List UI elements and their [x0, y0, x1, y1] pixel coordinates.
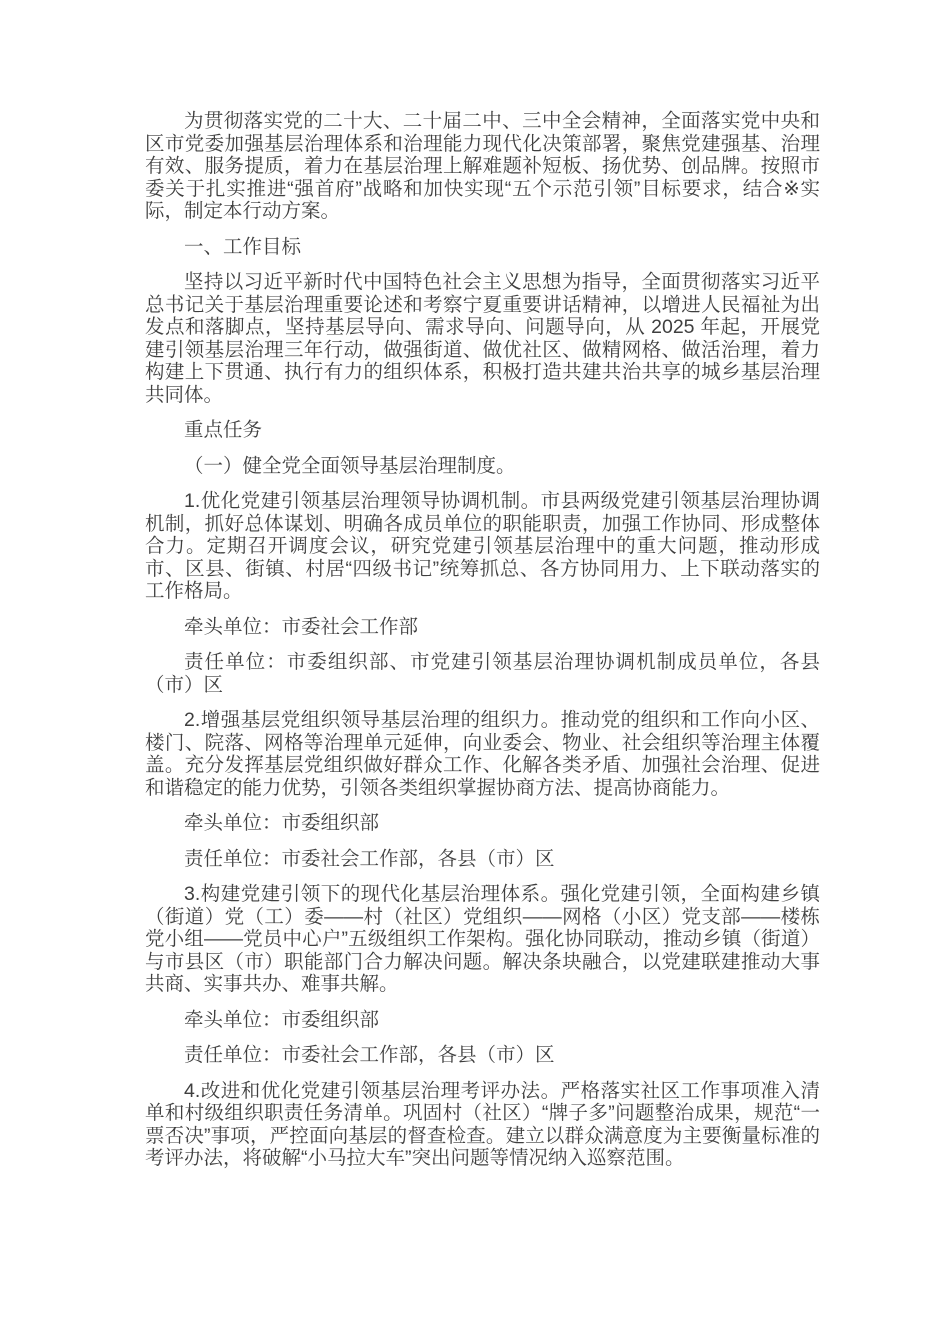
task-4-paragraph: 4.改进和优化党建引领基层治理考评办法。严格落实社区工作事项准入清单和村级组织职责任务清单。巩固村（社区）“牌子多”问题整治成果，规范“一票否决”事项，严控面向基层的督查检查。建立以群众满意度为主要衡量标准的考评办法，将破解“小马拉大车”突出问题等情况纳入巡察范围。 [145, 1079, 820, 1169]
task-1-responsible-unit: 责任单位：市委组织部、市党建引领基层治理协调机制成员单位，各县（市）区 [145, 651, 820, 696]
task-3-paragraph: 3.构建党建引领下的现代化基层治理体系。强化党建引领，全面构建乡镇（街道）党（工）委——村（社区）党组织——网格（小区）党支部——楼栋党小组——党员中心户”五级组织工作架构。强化协同联动，推动乡镇（街道）与市县区（市）职能部门合力解决问题。解决条块融合，以党建联建推动大事共商、实事共办、难事共解。 [145, 883, 820, 995]
task-1-lead-unit: 牵头单位：市委社会工作部 [184, 615, 419, 638]
heading-work-goals: 一、工作目标 [184, 235, 302, 258]
task-2-lead-unit: 牵头单位：市委组织部 [184, 812, 380, 834]
task-3-lead-unit: 牵头单位：市委组织部 [184, 1008, 380, 1031]
task-3-responsible-unit: 责任单位：市委社会工作部，各县（市）区 [184, 1044, 555, 1066]
subheading-section-1: （一）健全党全面领导基层治理制度。 [184, 454, 516, 477]
intro-paragraph: 为贯彻落实党的二十大、二十届二中、三中全会精神，全面落实党中央和区市党委加强基层治理体系和治理能力现代化决策部署，聚焦党建强基、治理有效、服务提质，着力在基层治理上解难题补短板、扬优势、创品牌。按照市委关于扎实推进“强首府”战略和加快实现“五个示范引领”目标要求，结合※实际，制定本行动方案。 [145, 110, 820, 222]
task-1-paragraph: 1.优化党建引领基层治理领导协调机制。市县两级党建引领基层治理协调机制，抓好总体谋划、明确各成员单位的职能职责，加强工作协同、形成整体合力。定期召开调度会议，研究党建引领基层治理中的重大问题，推动形成市、区县、街镇、村居“四级书记”统筹抓总、各方协同用力、上下联动落实的工作格局。 [145, 490, 820, 602]
task-2-responsible-unit: 责任单位：市委社会工作部，各县（市）区 [184, 847, 555, 870]
document-page [145, 110, 820, 1170]
work-goals-paragraph: 坚持以习近平新时代中国特色社会主义思想为指导，全面贯彻落实习近平总书记关于基层治理重要论述和考察宁夏重要讲话精神，以增进人民福祉为出发点和落脚点，坚持基层导向、需求导向、问题导向，从 2025 年起，开展党建引领基层治理三年行动，做强街道、做优社区、做精网格、做活治理，着力构建上下贯通、执行有力的组织体系，积极打造共建共治共享的城乡基层治理共同体。 [145, 271, 820, 406]
task-2-paragraph: 2.增强基层党组织领导基层治理的组织力。推动党的组织和工作向小区、楼门、院落、网格等治理单元延伸，向业委会、物业、社会组织等治理主体覆盖。充分发挥基层党组织做好群众工作、化解各类矛盾、加强社会治理、促进和谐稳定的能力优势，引领各类组织掌握协商方法、提高协商能力。 [145, 709, 820, 799]
heading-key-tasks: 重点任务 [184, 419, 263, 441]
